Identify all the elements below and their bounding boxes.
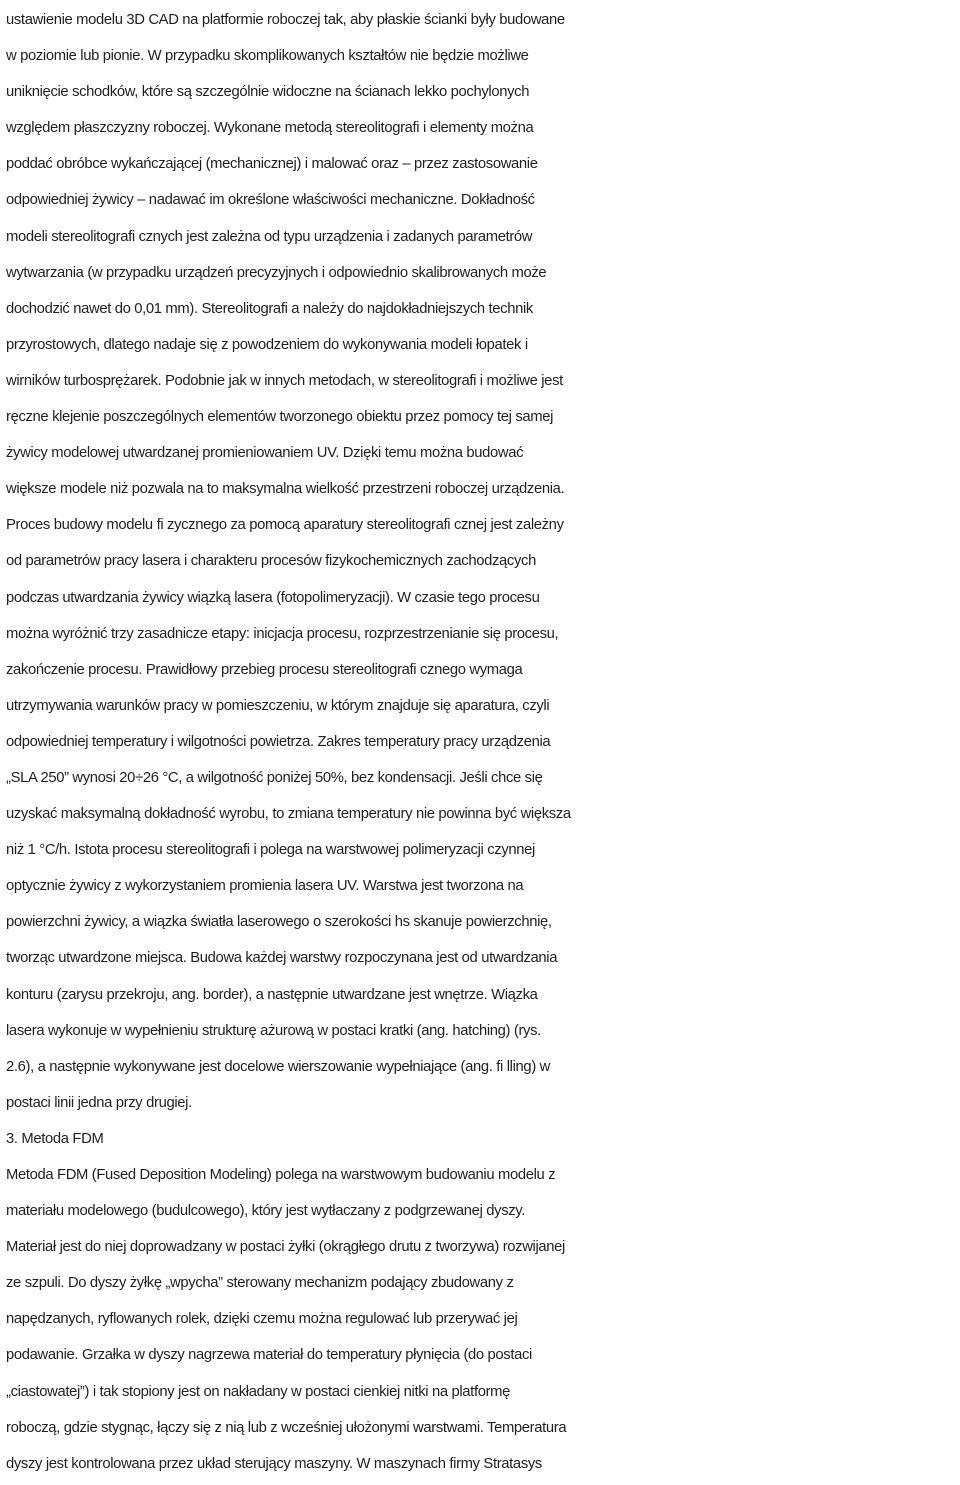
text-line: dochodzić nawet do 0,01 mm). Stereolitografi a należy do najdokładniejszych technik: [6, 300, 533, 317]
text-line: odpowiedniej żywicy – nadawać im określone właściwości mechaniczne. Dokładność: [6, 192, 535, 209]
text-line: wytwarzania (w przypadku urządzeń precyzyjnych i odpowiednio skalibrowanych może: [6, 264, 547, 281]
text-line: ze szpuli. Do dyszy żyłkę „wpycha” sterowany mechanizm podający zbudowany z: [6, 1275, 514, 1292]
text-line: poddać obróbce wykańczającej (mechanicznej) i malować oraz – przez zastosowanie: [6, 156, 538, 173]
text-line: lasera wykonuje w wypełnieniu strukturę ażurową w postaci kratki (ang. hatching) (rys.: [6, 1022, 541, 1039]
text-line: dyszy jest kontrolowana przez układ sterujący maszyny. W maszynach firmy Stratasys: [6, 1455, 542, 1472]
text-line: ręczne klejenie poszczególnych elementów tworzonego obiektu przez pomocy tej samej: [6, 409, 554, 426]
text-line: „ciastowatej”) i tak stopiony jest on nakładany w postaci cienkiej nitki na platformę: [6, 1383, 511, 1400]
text-line: można wyróżnić trzy zasadnicze etapy: inicjacja procesu, rozprzestrzenianie się procesu,: [6, 625, 559, 642]
text-line: postaci linii jedna przy drugiej.: [6, 1094, 192, 1111]
text-line: większe modele niż pozwala na to maksymalna wielkość przestrzeni roboczej urządzenia.: [6, 481, 565, 498]
text-line: 3. Metoda FDM: [6, 1130, 104, 1147]
text-line: Metoda FDM (Fused Deposition Modeling) polega na warstwowym budowaniu modelu z: [6, 1167, 556, 1183]
text-line: podawanie. Grzałka w dyszy nagrzewa materiał do temperatury płynięcia (do postaci: [6, 1347, 532, 1364]
text-line: podczas utwardzania żywicy wiązką lasera (fotopolimeryzacji). W czasie tego procesu: [6, 589, 540, 606]
text-line: optycznie żywicy z wykorzystaniem promienia lasera UV. Warstwa jest tworzona na: [6, 878, 524, 895]
text-line: od parametrów pracy lasera i charakteru procesów fizykochemicznych zachodzących: [6, 553, 536, 570]
text-line: żywicy modelowej utwardzanej promieniowaniem UV. Dzięki temu można budować: [6, 445, 524, 462]
text-line: utrzymywania warunków pracy w pomieszczeniu, w którym znajduje się aparatura, czyli: [6, 697, 550, 714]
text-line: „SLA 250” wynosi 20÷26 °C, a wilgotność poniżej 50%, bez kondensacji. Jeśli chce się: [6, 769, 543, 786]
text-line: przyrostowych, dlatego nadaje się z powodzeniem do wykonywania modeli łopatek i: [6, 336, 528, 353]
text-line: wirników turbosprężarek. Podobnie jak w innych metodach, w stereolitografi i możliwe jest: [6, 372, 563, 389]
text-line: niż 1 °C/h. Istota procesu stereolitografi i polega na warstwowej polimeryzacji czynnej: [6, 842, 535, 859]
text-line: powierzchni żywicy, a wiązka światła laserowego o szerokości hs skanuje powierzchnię,: [6, 914, 552, 931]
text-line: tworząc utwardzone miejsca. Budowa każdej warstwy rozpoczynana jest od utwardzania: [6, 950, 558, 967]
text-line: 2.6), a następnie wykonywane jest docelowe wierszowanie wypełniające (ang. fi lling) w: [6, 1058, 550, 1075]
text-line: uzyskać maksymalną dokładność wyrobu, to zmiana temperatury nie powinna być większa: [6, 806, 571, 823]
text-line: ustawienie modelu 3D CAD na platformie roboczej tak, aby płaskie ścianki były budowane: [6, 12, 565, 28]
text-line: napędzanych, ryflowanych rolek, dzięki czemu można regulować lub przerywać jej: [6, 1311, 518, 1328]
text-line: uniknięcie schodków, które są szczególnie widoczne na ścianach lekko pochylonych: [6, 84, 530, 101]
text-line: odpowiedniej temperatury i wilgotności powietrza. Zakres temperatury pracy urządzenia: [6, 733, 551, 750]
text-line: względem płaszczyzny roboczej. Wykonane metodą stereolitografi i elementy można: [6, 120, 534, 137]
text-line: zakończenie procesu. Prawidłowy przebieg procesu stereolitografi cznego wymaga: [6, 661, 523, 678]
text-line: roboczą, gdzie stygnąc, łączy się z nią lub z wcześniej ułożonymi warstwami. Temperatura: [6, 1419, 567, 1436]
text-line: w poziomie lub pionie. W przypadku skomplikowanych kształtów nie będzie możliwe: [6, 48, 529, 65]
text-line: Materiał jest do niej doprowadzany w postaci żyłki (okrągłego drutu z tworzywa) rozwijanej: [6, 1239, 565, 1256]
text-line: modeli stereolitografi cznych jest zależna od typu urządzenia i zadanych parametrów: [6, 228, 533, 245]
text-line: materiału modelowego (budulcowego), który jest wytłaczany z podgrzewanej dyszy.: [6, 1203, 525, 1220]
text-line: konturu (zarysu przekroju, ang. border), a następnie utwardzane jest wnętrze. Wiązka: [6, 986, 538, 1003]
text-line: Proces budowy modelu fi zycznego za pomocą aparatury stereolitografi cznej jest zależny: [6, 517, 564, 534]
document-body: [6, 2, 958, 1482]
